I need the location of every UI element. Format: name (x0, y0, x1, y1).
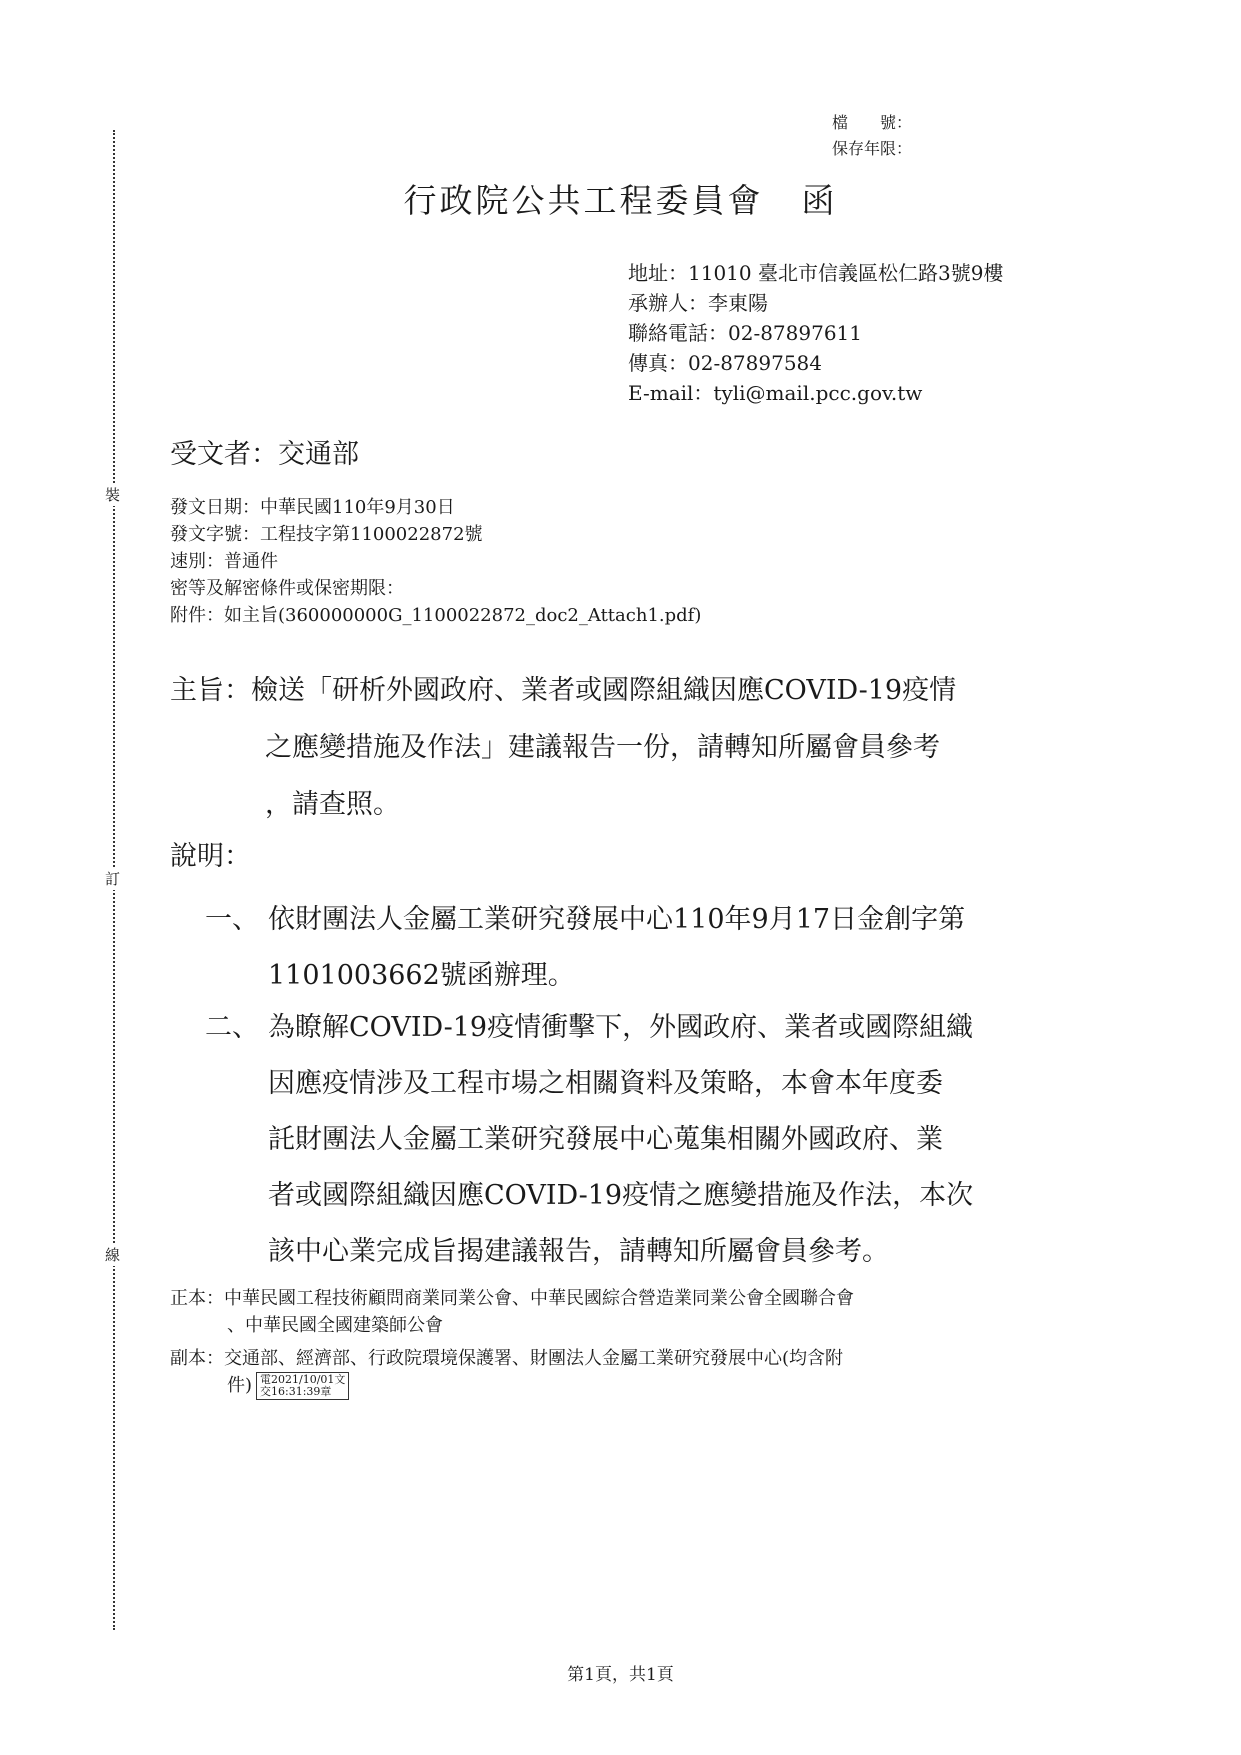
secrecy: 密等及解密條件或保密期限： (170, 578, 404, 599)
copy-recipients (170, 1345, 843, 1400)
doc-type: 函 (801, 181, 838, 220)
phone: 聯絡電話：02-87897611 (628, 321, 863, 345)
copy-line: 件) (227, 1375, 253, 1396)
recipient: 受文者：交通部 (170, 439, 359, 470)
explanation-label: 說明： (170, 841, 251, 872)
page-footer: 第1頁，共1頁 (567, 1665, 674, 1685)
issue-date: 發文日期：中華民國110年9月30日 (170, 497, 455, 518)
item-number: 一、 (205, 904, 259, 935)
contact-block (628, 258, 1003, 408)
primary-line: 正本：中華民國工程技術顧問商業同業公會、中華民國綜合營造業同業公會全國聯合會 (170, 1288, 854, 1309)
item-line: 依財團法人金屬工業研究發展中心110年9月17日金創字第 (268, 904, 966, 935)
subject-line: ，請查照。 (265, 789, 400, 820)
document-title (0, 175, 1241, 222)
item-line: 為瞭解COVID-19疫情衝擊下，外國政府、業者或國際組織 (268, 1012, 974, 1043)
file-meta (832, 110, 912, 162)
agency-name: 行政院公共工程委員會 (403, 181, 764, 220)
item-line: 者或國際組織因應COVID-19疫情之應變措施及作法，本次 (268, 1180, 974, 1211)
copy-line: 副本：交通部、經濟部、行政院環境保護署、財團法人金屬工業研究發展中心(均含附 (170, 1348, 844, 1369)
subject-line: 主旨：檢送「研析外國政府、業者或國際組織因應COVID-19疫情 (170, 675, 957, 706)
explanation-item (205, 1000, 1085, 1280)
attachment: 附件：如主旨(360000000G_1100022872_doc2_Attach1.pdf) (170, 605, 702, 626)
email: E-mail：tyli@mail.pcc.gov.tw (628, 381, 923, 405)
binding-char-xian: 線 (105, 1246, 121, 1264)
item-line: 因應疫情涉及工程市場之相關資料及策略，本會本年度委 (268, 1068, 943, 1099)
stamp-time: 交16:31:39章 (260, 1385, 332, 1398)
binding-char-ding: 訂 (105, 870, 121, 888)
stamp-date: 電2021/10/01文 (260, 1373, 346, 1386)
issue-number: 發文字號：工程技字第1100022872號 (170, 524, 483, 545)
explanation-item (205, 892, 1085, 1004)
item-line: 1101003662號函辦理。 (268, 960, 575, 991)
binding-char-zhuang: 裝 (105, 486, 121, 504)
subject (170, 662, 956, 833)
address: 地址：11010 臺北市信義區松仁路3號9樓 (628, 261, 1004, 285)
primary-line: 、中華民國全國建築師公會 (227, 1315, 443, 1336)
speed: 速別：普通件 (170, 551, 278, 572)
primary-recipients (170, 1285, 854, 1339)
fax: 傳真：02-87897584 (628, 351, 823, 375)
item-number: 二、 (205, 1012, 259, 1043)
retention-label: 保存年限： (832, 139, 913, 158)
handler: 承辦人：李東陽 (628, 291, 768, 315)
copy-line-cont (170, 1372, 843, 1400)
file-number-label: 檔 號： (832, 113, 913, 132)
subject-line: 之應變措施及作法」建議報告一份，請轉知所屬會員參考 (265, 732, 940, 763)
item-line: 託財團法人金屬工業研究發展中心蒐集相關外國政府、業 (268, 1124, 943, 1155)
issue-meta (170, 494, 701, 629)
item-line: 該中心業完成旨揭建議報告，請轉知所屬會員參考。 (268, 1236, 889, 1267)
electronic-stamp (256, 1372, 349, 1400)
